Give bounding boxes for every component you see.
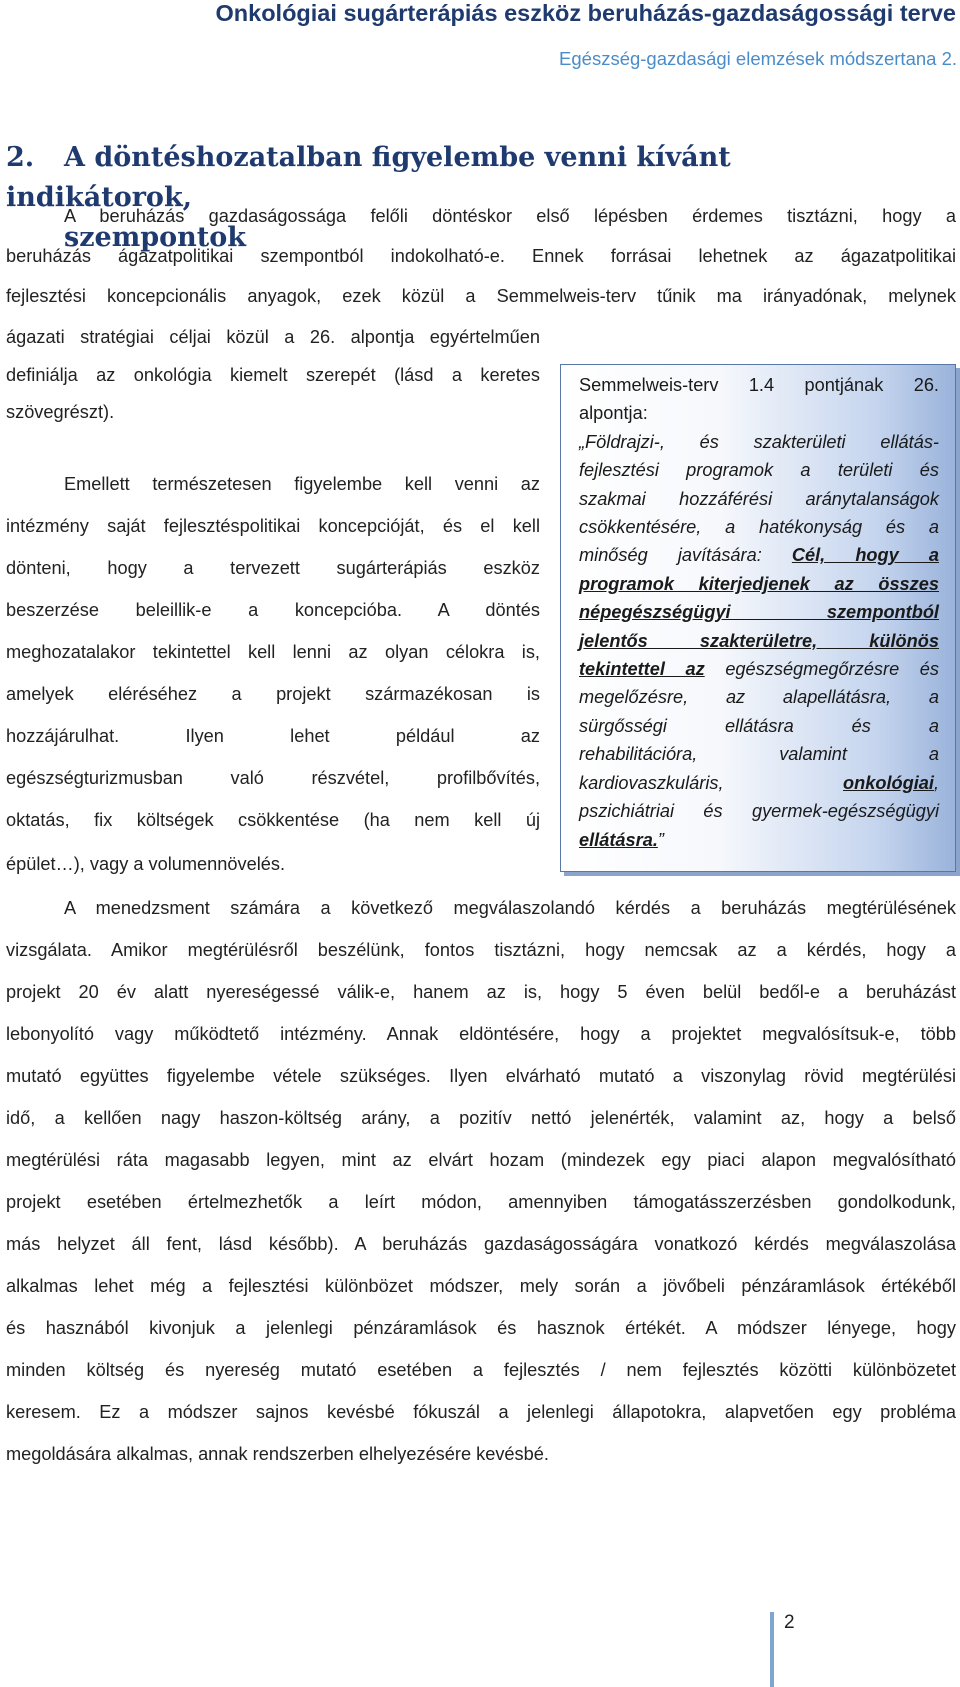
box-line: Semmelweis-terv 1.4 pontjának 26. — [579, 375, 939, 395]
paragraph-line: intézmény saját fejlesztéspolitikai koncepcióját, és el kell — [6, 516, 540, 536]
box-line: népegészségügyi szempontból — [579, 602, 939, 623]
paragraph-line: megoldására alkalmas, annak rendszerben elhelyezésére kevésbé. — [6, 1444, 549, 1464]
section-title-line1: A döntéshozatalban figyelembe venni kívánt indikátorok, — [6, 142, 731, 213]
document-header-subtitle: Egészség-gazdasági elemzések módszertana 2. — [559, 48, 957, 69]
box-line — [579, 826, 939, 854]
page-number: 2 — [784, 1612, 795, 1633]
paragraph-line: más helyzet áll fent, lásd később). A beruházás gazdaságosságára vonatkozó kérdés megválaszolása — [6, 1234, 956, 1254]
box-line: csökkentésére, a hatékonyság és a — [579, 517, 939, 538]
box-emphasis: tekintettel az — [579, 659, 705, 680]
box-text: kardiovaszkuláris, — [579, 772, 843, 793]
paragraph-line: lebonyolító vagy működtető intézmény. Annak eldöntésére, hogy a projektet megvalósítsuk-e, több — [6, 1024, 956, 1044]
box-line: pszichiátriai és gyermek-egészségügyi — [579, 801, 939, 822]
box-line — [579, 769, 939, 797]
box-line: rehabilitációra, valamint a — [579, 744, 939, 765]
paragraph-line: alkalmas lehet még a fejlesztési különbözet módszer, mely során a jövőbeli pénzáramlások értékéből — [6, 1276, 956, 1296]
paragraph-line: mutató együttes figyelembe vétele szükséges. Ilyen elvárható mutató a viszonylag rövid megtérülési — [6, 1066, 956, 1086]
box-line: megelőzésre, az alapellátásra, a — [579, 687, 939, 708]
box-text: egészségmegőrzésre és — [704, 659, 939, 680]
section-title-line2: szempontok — [64, 222, 246, 253]
paragraph-line: és hasznából kivonjuk a jelenlegi pénzáramlások és hasznok értékét. A módszer lényege, hogy — [6, 1318, 956, 1338]
document-header-title: Onkológiai sugárterápiás eszköz beruházás-gazdaságossági terve — [215, 0, 956, 26]
paragraph-line: keresem. Ez a módszer sajnos kevésbé fókuszál a jelenlegi állapotokra, alapvetően egy probléma — [6, 1402, 956, 1422]
paragraph-line: idő, a kellően nagy haszon-költség arány, a pozitív nettó jelenérték, valamint az, hogy a belső — [6, 1108, 956, 1128]
box-text: , — [933, 772, 939, 793]
box-emphasis: ellátásra. — [579, 829, 658, 850]
box-line: „Földrajzi-, és szakterületi ellátás- — [579, 431, 939, 452]
paragraph-line: meghozatalakor tekintettel kell lenni az olyan célokra is, — [6, 642, 540, 662]
section-heading — [6, 138, 906, 258]
box-line: alpontja: — [579, 403, 648, 424]
paragraph-line: beszerzése beleillik-e a koncepcióba. A döntés — [6, 600, 540, 620]
box-text: minőség javítására: — [579, 545, 792, 566]
paragraph-line: A beruházás gazdaságossága felőli döntéskor első lépésben érdemes tisztázni, hogy a — [64, 206, 956, 226]
box-line: jelentős szakterületre, különös — [579, 630, 939, 651]
paragraph-line: épület…), vagy a volumennövelés. — [6, 854, 286, 874]
box-text: ” — [657, 829, 664, 850]
paragraph-line: dönteni, hogy a tervezett sugárterápiás eszköz — [6, 558, 540, 578]
paragraph-line: minden költség és nyereség mutató esetében a fejlesztés / nem fejlesztés közötti különbözetet — [6, 1360, 956, 1380]
paragraph-line: beruházás ágazatpolitikai szempontból indokolható-e. Ennek forrásai lehetnek az ágazatpolitikai — [6, 246, 956, 266]
paragraph-line: Emellett természetesen figyelembe kell venni az — [64, 474, 540, 494]
paragraph-line: fejlesztési koncepcionális anyagok, ezek közül a Semmelweis-terv tűnik ma irányadónak, melynek — [6, 286, 956, 306]
paragraph-line: oktatás, fix költségek csökkentése (ha nem kell új — [6, 810, 540, 830]
semmelweis-quote-box — [560, 364, 956, 872]
paragraph-line: projekt esetében értelmezhetők a leírt módon, amennyiben támogatásszerzésben gondolkodunk, — [6, 1192, 956, 1212]
paragraph-line: szövegrészt). — [6, 402, 115, 422]
paragraph-line: A menedzsment számára a következő megválaszolandó kérdés a beruházás megtérülésének — [64, 898, 956, 918]
paragraph-line: amelyek eléréséhez a projekt származékosan is — [6, 684, 540, 704]
paragraph-line: ágazati stratégiai céljai közül a 26. alpontja egyértelműen — [6, 327, 540, 347]
paragraph-line: megtérülési ráta magasabb legyen, mint az elvárt hozam (mindezek egy piaci alapon megvalósítható — [6, 1150, 956, 1170]
paragraph-line: hozzájárulhat. Ilyen lehet például az — [6, 726, 540, 746]
box-line — [579, 655, 939, 683]
box-emphasis: Cél, hogy a — [791, 545, 939, 566]
box-line — [579, 541, 939, 569]
paragraph-line: egészségturizmusban való részvétel, profilbővítés, — [6, 768, 540, 788]
box-emphasis: onkológiai — [843, 772, 934, 793]
box-line: fejlesztési programok a területi és — [579, 460, 939, 481]
section-number: 2. — [6, 142, 35, 173]
box-line: programok kiterjedjenek az összes — [579, 573, 939, 594]
paragraph-line: projekt 20 év alatt nyereségessé válik-e, hanem az is, hogy 5 éven belül bedől-e a beruházást — [6, 982, 956, 1002]
paragraph-line: vizsgálata. Amikor megtérülésről beszélünk, fontos tisztázni, hogy nemcsak az a kérdés, hogy a — [6, 940, 956, 960]
box-line: sürgősségi ellátásra és a — [579, 715, 939, 736]
footer-accent-bar — [770, 1612, 774, 1687]
paragraph-line: definiálja az onkológia kiemelt szerepét (lásd a keretes — [6, 365, 540, 385]
box-line: szakmai hozzáférési aránytalanságok — [579, 488, 939, 509]
